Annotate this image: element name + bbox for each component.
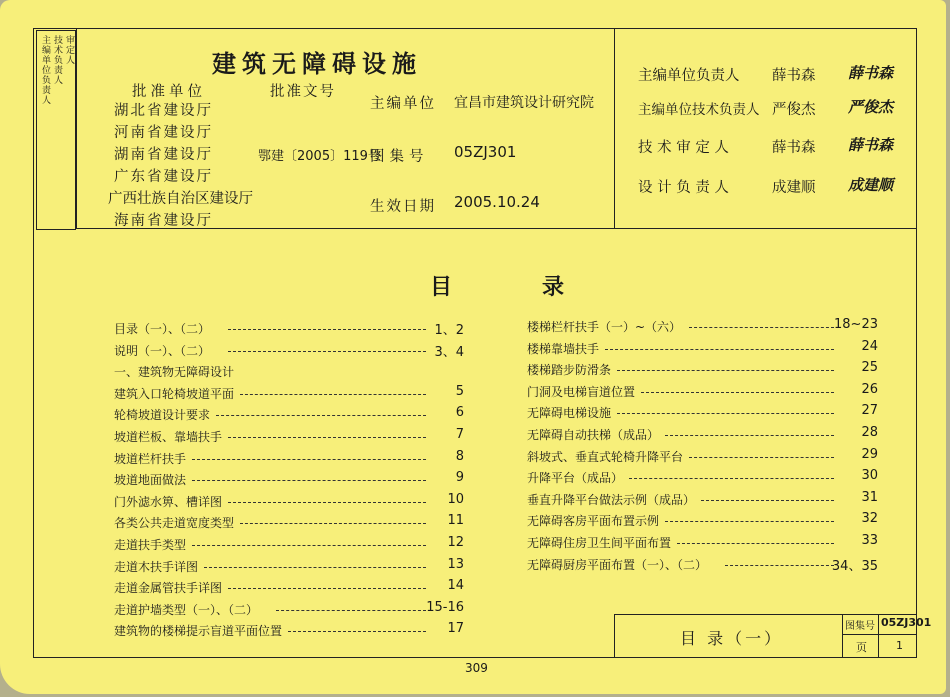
toc-leader-line — [665, 521, 834, 522]
page-number: 309 — [465, 661, 488, 675]
toc-page-ref: 25 — [861, 360, 878, 376]
person-role: 技 术 审 定 人 — [638, 140, 729, 156]
side-stamp-text: 主编单位负责人 — [40, 35, 50, 105]
toc-page-ref: 32 — [861, 511, 878, 527]
toc-leader-line — [725, 565, 834, 566]
toc-item-title: 目录（一）、（二） — [114, 322, 211, 336]
person-name: 薛书森 — [772, 68, 816, 84]
approval-unit-label: 批准单位 — [132, 84, 206, 100]
toc-page-ref: 26 — [861, 381, 878, 397]
toc-page-ref: 12 — [447, 535, 464, 550]
toc-leader-line — [641, 392, 834, 393]
toc-leader-line — [665, 435, 834, 436]
titleblock-atlas-label: 图集号 — [845, 621, 875, 632]
toc-leader-line — [228, 329, 426, 330]
titleblock-atlas: 05ZJ301 — [881, 616, 932, 629]
toc-page-ref: 15-16 — [426, 599, 464, 615]
approval-unit: 海南省建设厅 — [114, 213, 213, 229]
toc-page-ref: 6 — [455, 405, 464, 421]
date-value: 2005.10.24 — [454, 193, 540, 211]
titleblock-left-rule — [614, 614, 615, 658]
header-divider — [614, 28, 615, 228]
toc-page-ref: 11 — [447, 513, 464, 529]
toc-item-title: 升降平台（成品） — [527, 471, 624, 486]
titleblock-name: 目 录（一） — [680, 629, 784, 648]
toc-leader-line — [228, 588, 426, 589]
side-stamp-text: 审定人 — [64, 35, 74, 65]
approval-unit: 广西壮族自治区建设厅 — [108, 191, 253, 207]
toc-item-title: 楼梯靠墙扶手 — [527, 341, 600, 356]
person-name: 薛书森 — [772, 140, 816, 156]
toc-page-ref: 13 — [447, 556, 464, 572]
toc-item-title: 建筑物的楼梯提示盲道平面位置 — [114, 624, 283, 639]
toc-item-title: 各类公共走道宽度类型 — [114, 516, 235, 531]
toc-leader-line — [605, 349, 834, 350]
person-signature: 严俊杰 — [848, 98, 894, 116]
toc-item-title: 走道护墙类型（一）、（二） — [114, 602, 259, 617]
toc-leader-line — [276, 610, 426, 611]
toc-item-title: 无障碍厨房平面布置（一）、（二） — [527, 557, 708, 572]
approval-unit: 广东省建设厅 — [114, 169, 213, 185]
titleblock-divider — [878, 614, 879, 658]
toc-page-ref: 5 — [455, 383, 464, 399]
person-role: 设 计 负 责 人 — [638, 180, 729, 196]
toc-item-title: 门外滤水箅、槽详图 — [114, 494, 223, 509]
toc-page-ref: 30 — [861, 468, 878, 484]
editor-value: 宜昌市建筑设计研究院 — [454, 95, 594, 111]
toc-leader-line — [192, 545, 426, 546]
toc-item-title: 楼梯踏步防滑条 — [527, 363, 612, 378]
page-title: 建筑无障碍设施 — [212, 50, 422, 78]
toc-leader-line — [216, 415, 426, 416]
toc-page-ref: 33 — [861, 533, 878, 548]
approval-unit: 湖北省建设厅 — [114, 103, 213, 119]
titleblock-mid-rule — [842, 634, 917, 635]
person-signature: 薛书森 — [848, 136, 894, 154]
toc-item-title: 建筑入口轮椅坡道平面 — [114, 386, 235, 401]
toc-page-ref: 3、4 — [434, 344, 464, 360]
toc-leader-line — [689, 327, 834, 328]
titleblock-divider — [842, 614, 843, 658]
person-role: 主编单位技术负责人 — [638, 102, 760, 118]
toc-page-ref: 18~23 — [834, 317, 878, 332]
toc-leader-line — [677, 543, 834, 544]
toc-page-ref: 24 — [861, 338, 878, 354]
toc-leader-line — [228, 502, 426, 503]
toc-item-title: 说明（一）、（二） — [114, 343, 211, 358]
atlas-value: 05ZJ301 — [454, 143, 517, 161]
toc-page-ref: 14 — [447, 578, 464, 594]
toc-page-ref: 31 — [861, 489, 878, 505]
toc-leader-line — [228, 437, 426, 438]
person-name: 成建顺 — [772, 180, 816, 196]
toc-page-ref: 8 — [455, 448, 464, 464]
approval-doc-label: 批准文号 — [270, 84, 336, 100]
toc-page-ref: 29 — [861, 446, 878, 462]
toc-leader-line — [629, 478, 834, 479]
person-signature: 薛书森 — [848, 64, 894, 82]
toc-leader-line — [204, 567, 426, 568]
toc-item-title: 楼梯栏杆扶手（一）~（六） — [527, 320, 682, 334]
toc-leader-line — [617, 370, 834, 371]
date-label: 生效日期 — [370, 199, 436, 215]
toc-item-title: 门洞及电梯盲道位置 — [527, 384, 636, 399]
approval-unit: 河南省建设厅 — [114, 125, 213, 141]
titleblock-page-label: 页 — [856, 641, 867, 654]
person-name: 严俊杰 — [772, 102, 816, 118]
toc-page-ref: 27 — [861, 403, 878, 419]
toc-page-ref: 34、35 — [831, 558, 878, 574]
toc-leader-line — [288, 631, 426, 632]
toc-item-title: 无障碍住房卫生间平面布置 — [527, 536, 672, 550]
toc-item-title: 走道金属管扶手详图 — [114, 581, 223, 596]
toc-item-title: 无障碍客房平面布置示例 — [527, 514, 660, 529]
person-signature: 成建顺 — [848, 176, 894, 194]
toc-leader-line — [192, 459, 426, 460]
toc-leader-line — [228, 351, 426, 352]
side-stamp-text: 技术负责人 — [52, 35, 62, 85]
toc-leader-line — [240, 394, 426, 395]
toc-heading-b: 录 — [542, 275, 565, 300]
toc-leader-line — [240, 523, 426, 524]
toc-item-title: 无障碍自动扶梯（成品） — [527, 428, 660, 442]
approval-unit: 湖南省建设厅 — [114, 147, 213, 163]
toc-page-ref: 1、2 — [434, 323, 464, 338]
toc-page-ref: 17 — [447, 621, 464, 637]
toc-page-ref: 28 — [861, 425, 878, 440]
stamp-divider — [76, 28, 77, 228]
titleblock-top-rule — [614, 614, 917, 615]
toc-item-title: 一、建筑物无障碍设计 — [114, 365, 235, 380]
toc-page-ref: 9 — [455, 470, 464, 486]
toc-leader-line — [192, 480, 426, 481]
toc-item-title: 垂直升降平台做法示例（成品） — [527, 492, 696, 507]
toc-leader-line — [701, 500, 834, 501]
toc-item-title: 坡道栏杆扶手 — [114, 451, 187, 466]
toc-item-title: 走道扶手类型 — [114, 538, 187, 552]
approval-doc-number: 鄂建〔2005〕119号 — [258, 149, 381, 164]
toc-item-title: 轮椅坡道设计要求 — [114, 408, 211, 423]
toc-heading-a: 目 — [430, 275, 453, 300]
toc-leader-line — [689, 457, 834, 458]
toc-item-title: 无障碍电梯设施 — [527, 406, 612, 421]
toc-item-title: 坡道栏板、靠墙扶手 — [114, 430, 223, 444]
titleblock-page: 1 — [896, 639, 903, 652]
toc-page-ref: 7 — [455, 427, 464, 442]
approval-units — [108, 100, 253, 232]
atlas-label: 图集号 — [370, 149, 429, 165]
toc-item-title: 走道木扶手详图 — [114, 559, 199, 574]
toc-item-title: 斜坡式、垂直式轮椅升降平台 — [527, 449, 684, 464]
toc-item-title: 坡道地面做法 — [114, 473, 187, 488]
toc-leader-line — [617, 413, 834, 414]
toc-page-ref: 10 — [447, 491, 464, 507]
person-role: 主编单位负责人 — [638, 68, 740, 84]
editor-label: 主编单位 — [370, 96, 436, 112]
